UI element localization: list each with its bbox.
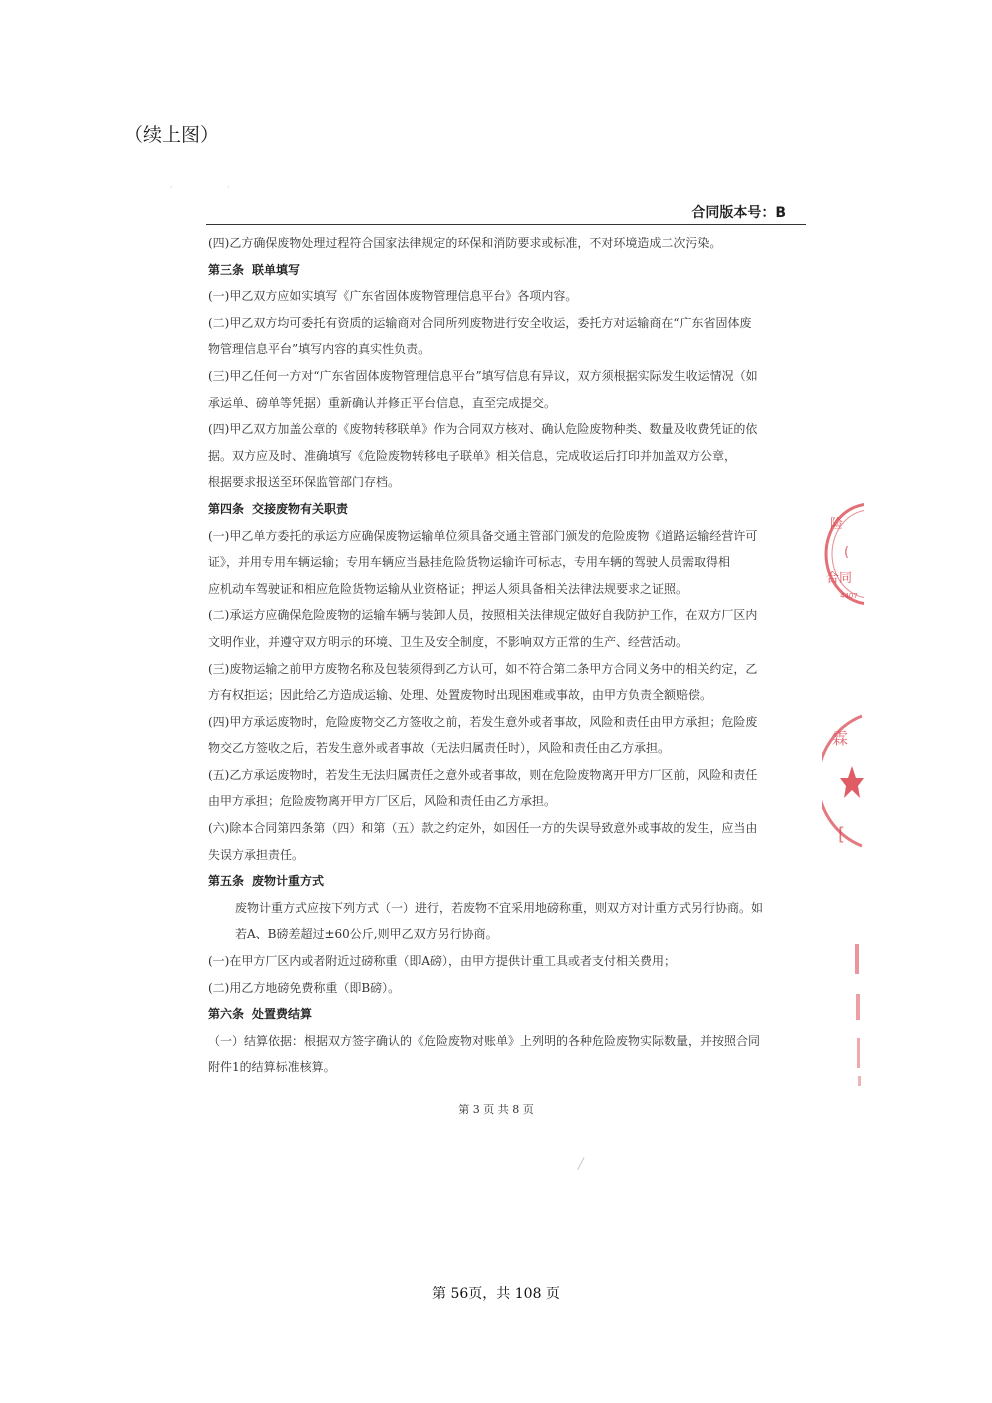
clause-line: 失误方承担责任。: [208, 847, 305, 862]
clause-line: （一）结算依据：根据双方签字确认的《危险废物对账单》上列明的各种危险废物实际数量，并按照合同: [208, 1033, 761, 1048]
clause-line: (一)在甲方厂区内或者附近过磅称重（即A磅），由甲方提供计重工具或者支付相关费用；: [208, 954, 677, 969]
clause-paragraph: [208, 762, 804, 815]
article-number: 第五条: [208, 874, 245, 889]
clause-line: 物交乙方签收之后，若发生意外或者事故（无法归属责任时），风险和责任由乙方承担。: [208, 741, 671, 756]
contract-body: [208, 230, 804, 1081]
clause-paragraph: [208, 230, 804, 257]
svg-text:(: (: [844, 545, 850, 560]
scan-artifact: · ·: [170, 183, 256, 192]
clause-paragraph: [208, 363, 804, 416]
article-heading: [208, 868, 804, 895]
article-heading: [208, 496, 804, 523]
clause-line: 根据要求报送至环保监管部门存档。: [208, 475, 401, 490]
clause-paragraph: [208, 416, 804, 496]
svg-text:4407: 4407: [840, 592, 858, 600]
header-rule: [206, 224, 806, 225]
clause-paragraph: [208, 602, 804, 655]
clause-line: 据。双方应及时、准确填写《危险废物转移电子联单》相关信息，完成收运后打印并加盖双方公章，: [208, 448, 737, 463]
clause-line: (三)废物运输之前甲方废物名称及包装须得到乙方认可，如不符合第二条甲方合同义务中的相关约定，乙: [208, 661, 758, 676]
clause-line: 应机动车驾驶证和相应危险货物运输从业资格证；押运人须具备相关法律法规要求之证照。: [208, 581, 689, 596]
perforation-seal-fragment: [846, 938, 864, 1088]
clause-line: 文明作业，并遵守双方明示的环境、卫生及安全制度，不影响双方正常的生产、经营活动。: [208, 634, 689, 649]
clause-paragraph: [208, 310, 804, 363]
clause-line: (六)除本合同第四条第（四）和第（五）款之约定外，如因任一方的失误导致意外或事故的发生，应当由: [208, 821, 758, 836]
contract-version-label: 合同版本号：B: [691, 205, 786, 221]
pen-mark: [577, 1157, 590, 1173]
article-title: 废物计重方式: [252, 874, 325, 889]
clause-paragraph: [208, 656, 804, 709]
clause-paragraph: [208, 815, 804, 868]
clause-line: (四)乙方确保废物处理过程符合国家法律规定的环保和消防要求或标准，不对环境造成二次污染。: [208, 236, 722, 250]
clause-line: (一)甲乙双方应如实填写《广东省固体废物管理信息平台》各项内容。: [208, 289, 578, 304]
article-title: 处置费结算: [252, 1007, 313, 1022]
article-heading: [208, 257, 804, 284]
clause-paragraph: [208, 283, 804, 310]
clause-line: 废物计重方式应按下列方式（一）进行，若废物不宜采用地磅称重，则双方对计重方式另行协商。如: [235, 900, 764, 915]
article-number: 第四条: [208, 501, 245, 516]
clause-paragraph: [208, 948, 804, 975]
document-page-number: 第 56页，共 108 页: [432, 1286, 560, 1302]
inner-page-number: 第 3 页 共 8 页: [458, 1103, 534, 1116]
clause-paragraph: [208, 523, 804, 603]
clause-paragraph: [208, 709, 804, 762]
article-number: 第六条: [208, 1007, 245, 1022]
clause-paragraph: [208, 975, 804, 1002]
article-title: 联单填写: [252, 262, 301, 277]
clause-line: 证》，并用专用车辆运输；专用车辆应当悬挂危险货物运输许可标志，专用车辆的驾驶人员需取得相: [208, 555, 731, 570]
clause-line: (三)甲乙任何一方对“广东省固体废物管理信息平台”填写信息有异议，双方须根据实际发生收运情况（如: [208, 368, 758, 383]
clause-line: 承运单、磅单等凭据）重新确认并修正平台信息，直至完成提交。: [208, 395, 557, 410]
clause-line: 方有权拒运；因此给乙方造成运输、处理、处置废物时出现困难或事故，由甲方负责全额赔偿。: [208, 688, 713, 703]
svg-text:[: [: [838, 824, 846, 845]
clause-line: 由甲方承担；危险废物离开甲方厂区后，风险和责任由乙方承担。: [208, 794, 557, 809]
clause-paragraph: [208, 895, 804, 948]
svg-text:险: 险: [830, 517, 844, 532]
clause-line: (四)甲方承运废物时，危险废物交乙方签收之前，若发生意外或者事故，风险和责任由甲方承担；危险废: [208, 714, 758, 729]
company-seal-fragment: [822, 712, 864, 850]
clause-line: 附件1的结算标准核算。: [208, 1060, 336, 1075]
figure-continuation-caption: （续上图）: [124, 124, 220, 146]
clause-line: (一)甲乙单方委托的承运方应确保废物运输单位须具备交通主管部门颁发的危险废物《道路运输经营许可: [208, 528, 758, 543]
clause-line: 物管理信息平台”填写内容的真实性负责。: [208, 342, 431, 357]
contract-seal-fragment: [818, 498, 864, 610]
clause-line: (二)用乙方地磅免费称重（即B磅）。: [208, 980, 401, 995]
clause-line: (二)承运方应确保危险废物的运输车辆与装卸人员，按照相关法律规定做好自我防护工作，在双方厂区内: [208, 608, 758, 623]
clause-line: 若A、B磅差超过±60公斤,则甲乙双方另行协商。: [235, 927, 498, 942]
clause-line: (五)乙方承运废物时，若发生无法归属责任之意外或者事故，则在危险废物离开甲方厂区前，风险和责任: [208, 767, 758, 782]
article-heading: [208, 1001, 804, 1028]
clause-line: (二)甲乙双方均可委托有资质的运输商对合同所列废物进行安全收运，委托方对运输商在“广东省固体废: [208, 315, 752, 330]
svg-text:合同: 合同: [826, 571, 853, 586]
clause-line: (四)甲乙双方加盖公章的《废物转移联单》作为合同双方核对、确认危险废物种类、数量及收费凭证的依: [208, 422, 758, 437]
svg-text:霖: 霖: [832, 729, 849, 748]
clause-paragraph: [208, 1028, 804, 1081]
article-number: 第三条: [208, 262, 245, 277]
article-title: 交接废物有关职责: [252, 501, 349, 516]
